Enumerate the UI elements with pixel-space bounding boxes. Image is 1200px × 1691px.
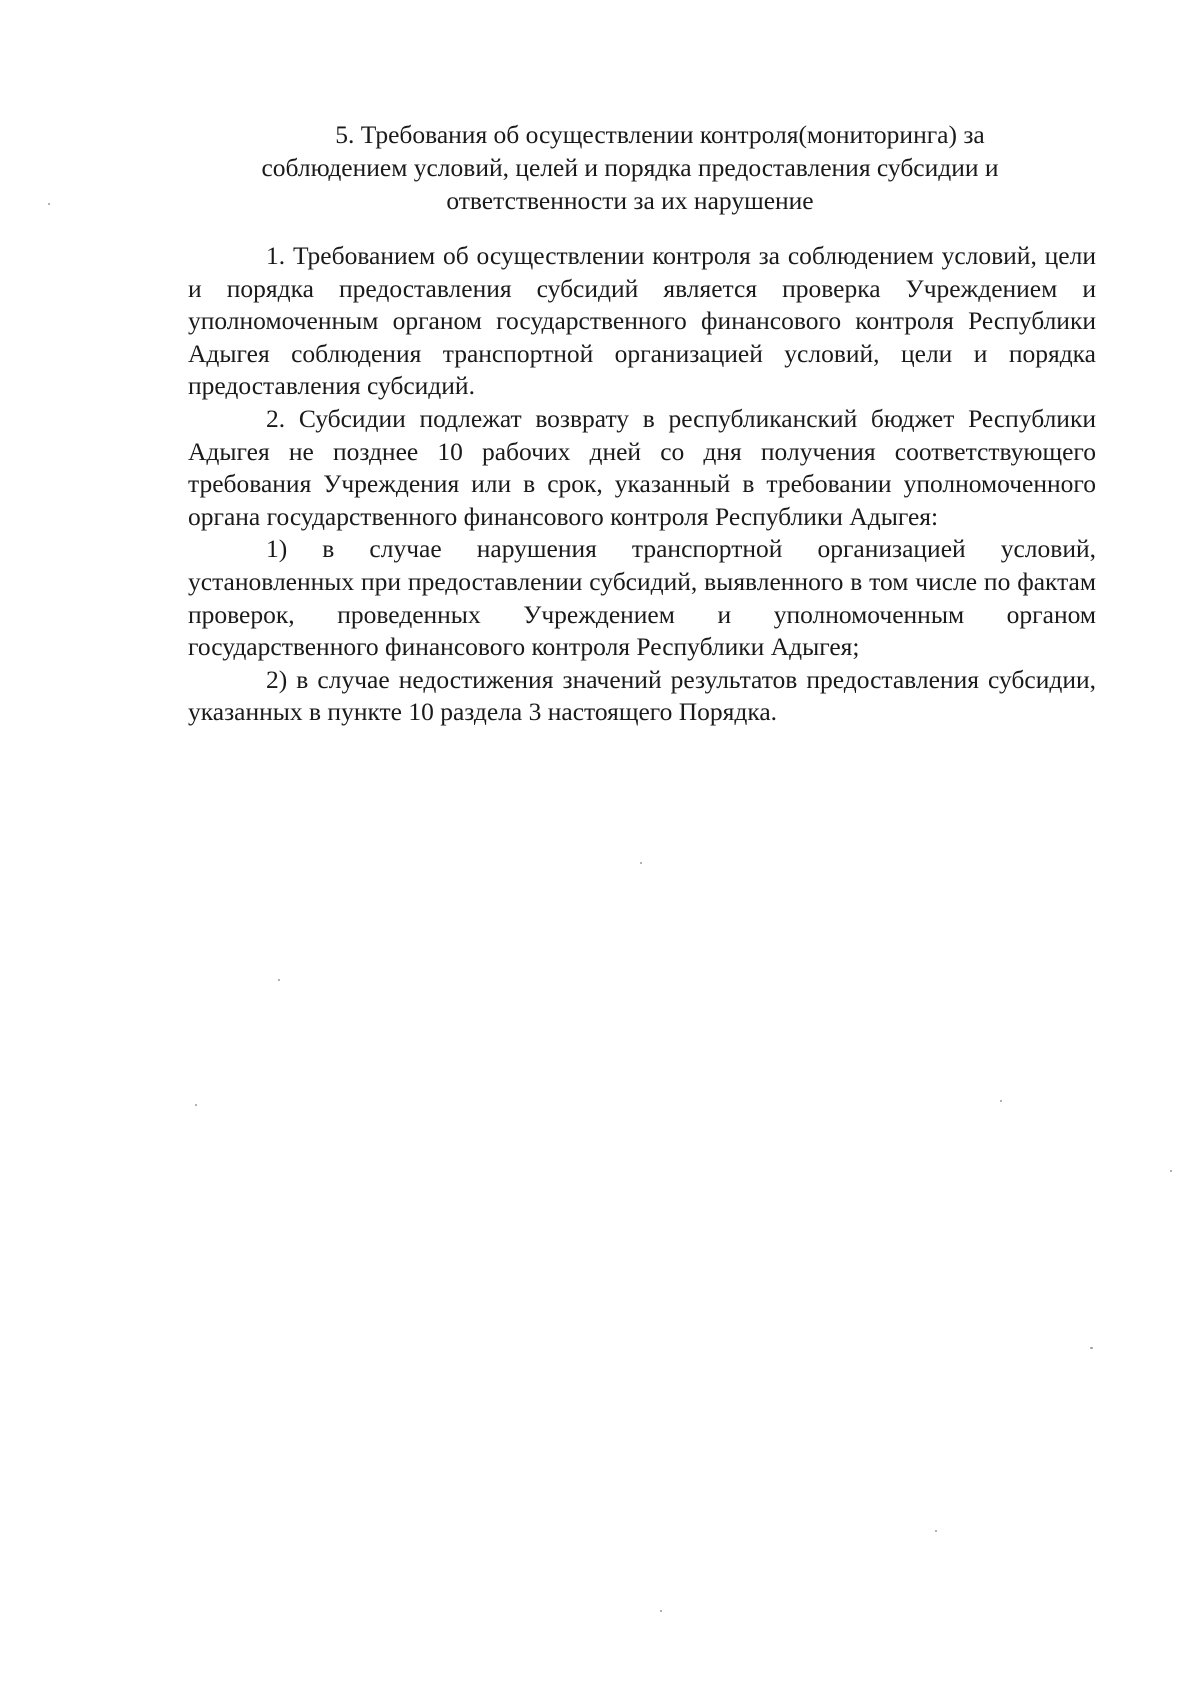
scan-speck — [48, 203, 50, 205]
scan-speck — [1090, 1347, 1093, 1349]
scan-speck — [935, 1530, 937, 1532]
paragraph-3: 1) в случае нарушения транспортной организацией условий, установленных при предоставлении субсидий, выявленного в том числе по фактам проверок, проведенных Учреждением и уполномоченным органом государственного финансового контроля Республики Адыгея; — [188, 534, 1096, 662]
scan-speck — [640, 862, 642, 864]
paragraph-4: 2) в случае недостижения значений результатов предоставления субсидии, указанных в пункте 10 раздела 3 настоящего Порядка. — [188, 664, 1096, 727]
scan-speck — [660, 1610, 662, 1612]
heading-line-3: ответственности за их нарушение — [446, 186, 814, 215]
scan-speck — [278, 979, 280, 981]
scan-speck — [195, 1104, 197, 1106]
paragraph-2: 2. Субсидии подлежат возврату в республиканский бюджет Республики Адыгея не позднее 10 рабочих дней со дня получения соответствующего требования Учреждения или в срок, указанный в требовании уполномоченного органа государственного финансового контроля Республики Адыгея: — [188, 403, 1096, 531]
section-heading — [180, 118, 1080, 217]
heading-line-1: 5. Требования об осуществлении контроля(мониторинга) за — [335, 120, 985, 149]
heading-line-2: соблюдением условий, целей и порядка предоставления субсидии и — [261, 153, 999, 182]
scan-speck — [1000, 1100, 1002, 1102]
document-body — [188, 240, 1096, 729]
paragraph-1: 1. Требованием об осуществлении контроля за соблюдением условий, цели и порядка предоставления субсидий является проверка Учреждением и уполномоченным органом государственного финансового контроля Республики Адыгея соблюдения транспортной организацией условий, цели и порядка предоставления субсидий. — [188, 241, 1096, 401]
scan-speck — [1170, 1170, 1172, 1172]
